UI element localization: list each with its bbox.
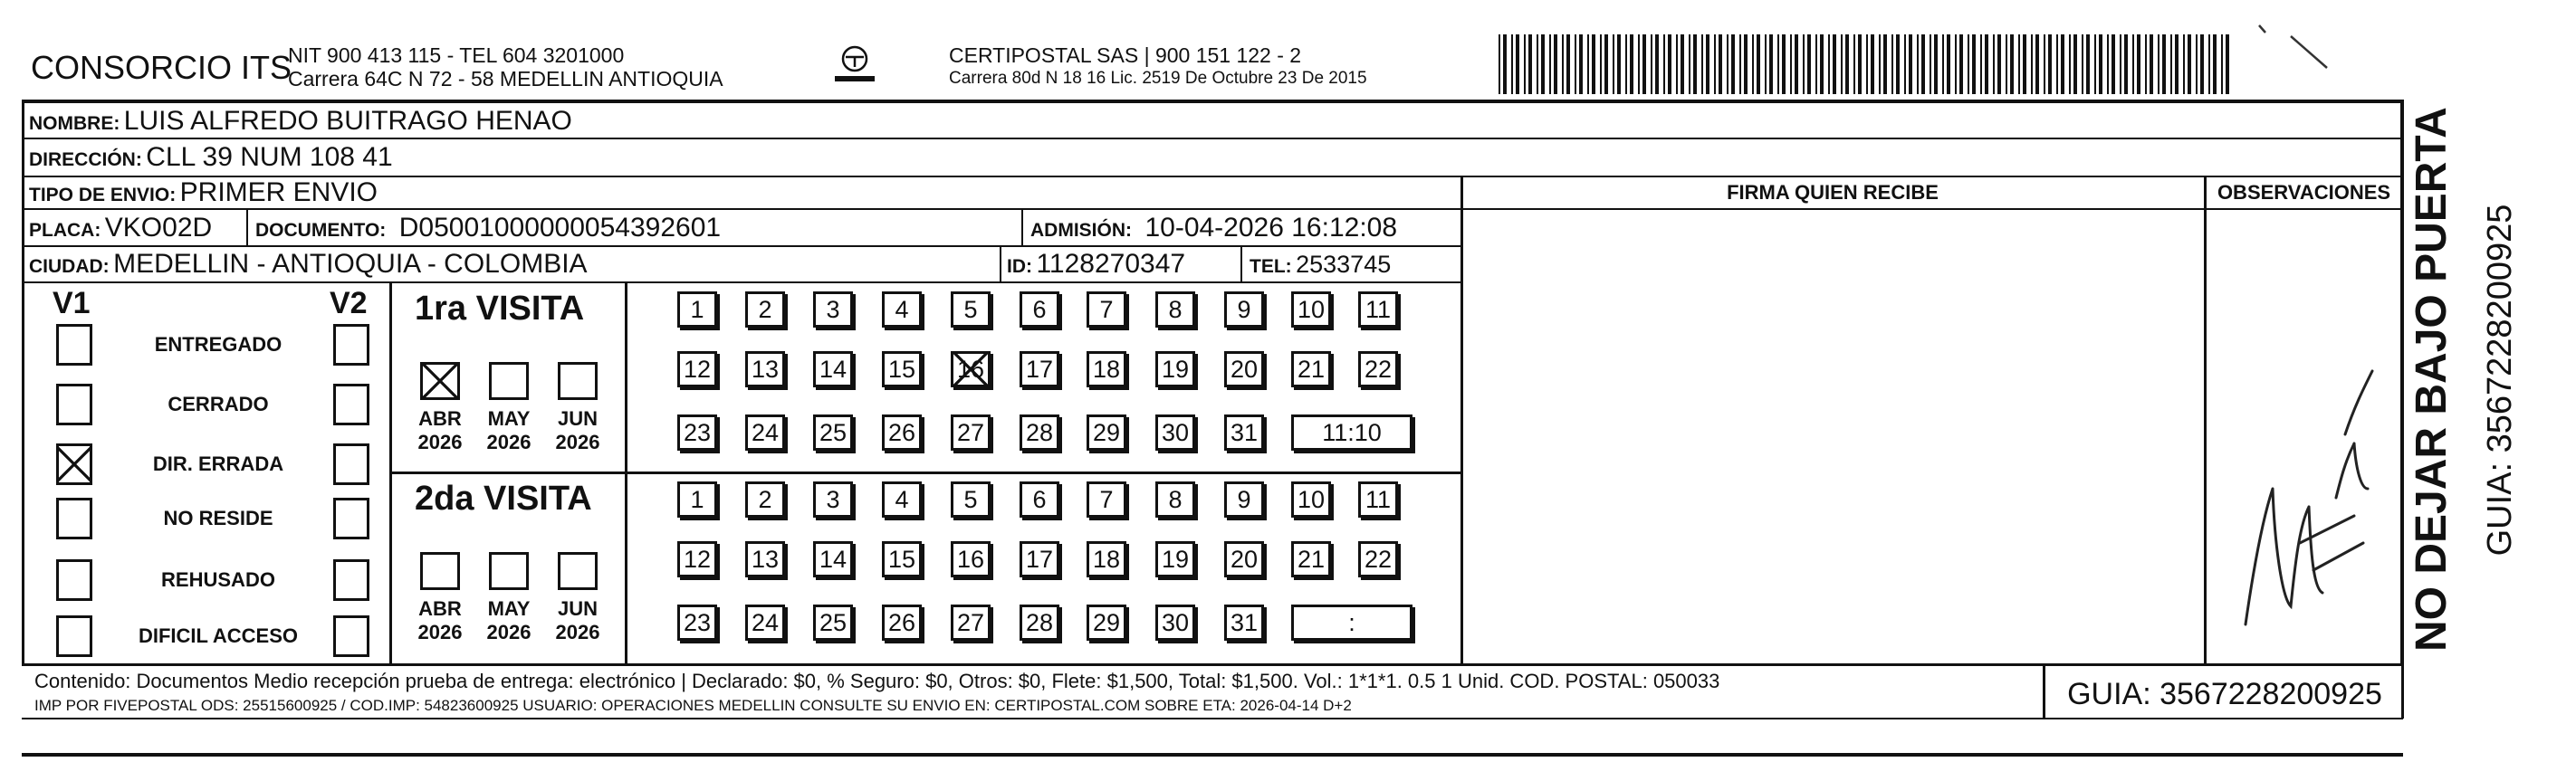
barcode-bar: [1524, 34, 1526, 94]
day-box[interactable]: 12: [677, 351, 717, 387]
day-box[interactable]: 28: [1020, 605, 1059, 641]
day-box[interactable]: 5: [951, 481, 991, 518]
day-box[interactable]: 31: [1224, 605, 1264, 641]
day-box[interactable]: 11: [1358, 291, 1398, 328]
day-box[interactable]: 23: [677, 605, 717, 641]
col-line: [1000, 246, 1001, 281]
barcode-bar: [1803, 34, 1805, 94]
month-label: [408, 407, 472, 454]
barcode-bar: [1891, 34, 1893, 94]
row-line: [1461, 208, 2403, 210]
barcode-bar: [1828, 34, 1830, 94]
status-reason: NO RESIDE: [163, 507, 273, 529]
status-reason: DIFICIL ACCESO: [138, 624, 298, 647]
row-line: [22, 281, 1461, 283]
barcode-bar: [1871, 34, 1874, 94]
day-box[interactable]: 17: [1020, 351, 1059, 387]
row-line: [22, 245, 1461, 247]
month-label: [546, 407, 609, 454]
day-box[interactable]: 30: [1155, 605, 1195, 641]
barcode-bar: [1681, 34, 1684, 94]
v2-checkbox[interactable]: [333, 443, 369, 485]
month-year: 2026: [486, 621, 531, 643]
day-box[interactable]: 18: [1087, 351, 1126, 387]
day-box[interactable]: 6: [1020, 481, 1059, 518]
barcode-bar: [1795, 34, 1798, 94]
barcode-bar: [1997, 34, 2001, 94]
day-box[interactable]: 4: [882, 481, 922, 518]
month-name: MAY: [487, 407, 531, 430]
barcode-bar: [1909, 34, 1912, 94]
month-year: 2026: [486, 431, 531, 453]
barcode-bar: [1689, 34, 1690, 94]
barcode-bar: [1630, 34, 1633, 94]
footer-line2: IMP POR FIVEPOSTAL ODS: 25515600925 / COD.IMP: 54823600925 USUARIO: OPERACIONES MEDELLIN CONSULTE SU ENVIO EN: CERTIPOSTAL.COM SOBRE ETA: 2026-04-14 D+2: [34, 697, 1352, 714]
barcode-bar: [1668, 34, 1671, 94]
day-box[interactable]: 10: [1291, 481, 1331, 518]
barcode-bar: [2069, 34, 2071, 94]
col-line: [246, 209, 248, 245]
day-box[interactable]: 26: [882, 414, 922, 451]
day-box[interactable]: 16: [951, 351, 991, 387]
status-reason: ENTREGADO: [154, 333, 282, 356]
barcode-bar: [1511, 34, 1513, 94]
barcode-bar: [1790, 34, 1792, 94]
barcode-bar: [1744, 34, 1748, 94]
tel-row: [1250, 251, 1391, 279]
v1-checkbox[interactable]: [56, 498, 92, 539]
nombre-row: [29, 106, 572, 137]
documento-label: DOCUMENTO:: [255, 220, 387, 241]
barcode-bar: [1579, 34, 1583, 94]
day-box[interactable]: 30: [1155, 414, 1195, 451]
month-name: ABR: [418, 407, 462, 430]
visit-separator: [389, 471, 1461, 474]
operator-line1: CERTIPOSTAL SAS | 900 151 122 - 2: [949, 43, 1302, 67]
day-box[interactable]: 27: [951, 605, 991, 641]
row-line: [22, 176, 2403, 177]
day-box[interactable]: 21: [1291, 351, 1331, 387]
guia-side: GUIA: 3567228200925: [2481, 204, 2519, 557]
tipo-value: PRIMER ENVIO: [179, 177, 378, 207]
operator-line2: Carrera 80d N 18 16 Lic. 2519 De Octubre 23 De 2015: [949, 69, 1367, 88]
barcode-bar: [1942, 34, 1944, 94]
day-box[interactable]: 26: [882, 605, 922, 641]
barcode-bar: [1701, 34, 1703, 94]
barcode-bar: [1955, 34, 1957, 94]
id-row: [1007, 249, 1185, 280]
barcode-bar: [1739, 34, 1741, 94]
second-visit-title: 2da VISITA: [415, 480, 592, 518]
day-box[interactable]: 19: [1155, 541, 1195, 577]
day-box[interactable]: 25: [813, 414, 853, 451]
day-box[interactable]: 18: [1087, 541, 1126, 577]
firma-header: FIRMA QUIEN RECIBE: [1727, 181, 1939, 204]
barcode-bar: [1757, 34, 1760, 94]
barcode-bar: [2044, 34, 2045, 94]
day-box[interactable]: 1: [677, 481, 717, 518]
barcode-bar: [2031, 34, 2033, 94]
day-box[interactable]: 8: [1155, 291, 1195, 328]
barcode-bar: [1706, 34, 1709, 94]
day-box[interactable]: 25: [813, 605, 853, 641]
time-box[interactable]: :: [1291, 605, 1412, 641]
col-line: [2043, 664, 2045, 718]
v1-label: V1: [53, 286, 91, 320]
barcode-bar: [1934, 34, 1938, 94]
day-box[interactable]: 15: [882, 541, 922, 577]
col-line: [1240, 246, 1242, 281]
month-checkbox[interactable]: [558, 362, 598, 400]
barcode-bar: [2107, 34, 2109, 94]
separator: [22, 100, 2403, 103]
barcode-bar: [1845, 34, 1849, 94]
month-year: 2026: [555, 621, 600, 643]
barcode-bar: [1820, 34, 1824, 94]
day-box[interactable]: 12: [677, 541, 717, 577]
barcode-bar: [1815, 34, 1817, 94]
month-name: ABR: [418, 597, 462, 620]
day-box[interactable]: 21: [1291, 541, 1331, 577]
barcode-bar: [1676, 34, 1678, 94]
barcode-bar: [1921, 34, 1925, 94]
barcode-bar: [1896, 34, 1900, 94]
barcode-bar: [2082, 34, 2083, 94]
day-box[interactable]: 7: [1087, 291, 1126, 328]
company-line1: NIT 900 413 115 - TEL 604 3201000: [288, 43, 625, 67]
day-box[interactable]: 5: [951, 291, 991, 328]
barcode-bar: [1879, 34, 1881, 94]
month-checkbox[interactable]: [489, 362, 529, 400]
placa-row: [29, 213, 212, 243]
barcode-bar: [1807, 34, 1811, 94]
barcode-bar: [1883, 34, 1887, 94]
barcode-bar: [1917, 34, 1919, 94]
first-visit-title: 1ra VISITA: [415, 290, 585, 328]
barcode-bar: [1769, 34, 1773, 94]
day-box[interactable]: 16: [951, 541, 991, 577]
status-reason: REHUSADO: [161, 568, 275, 591]
day-box[interactable]: 24: [745, 605, 785, 641]
month-year: 2026: [417, 621, 463, 643]
status-reason: CERRADO: [168, 393, 269, 415]
day-box[interactable]: 4: [882, 291, 922, 328]
tipo-row: [29, 177, 378, 208]
barcode-bar: [1642, 34, 1646, 94]
day-box[interactable]: 24: [745, 414, 785, 451]
barcode-bar: [1765, 34, 1767, 94]
barcode-bar: [2056, 34, 2058, 94]
barcode-bar: [1617, 34, 1621, 94]
month-checkbox[interactable]: [489, 552, 529, 590]
col-line: [2401, 100, 2404, 719]
barcode-bar: [1858, 34, 1862, 94]
barcode-bar: [1841, 34, 1843, 94]
barcode: [1499, 34, 2232, 94]
barcode-bar: [2112, 34, 2115, 94]
row-line: [22, 138, 2403, 139]
day-box[interactable]: 17: [1020, 541, 1059, 577]
direccion-value: CLL 39 NUM 108 41: [146, 142, 393, 172]
barcode-bar: [2018, 34, 2020, 94]
barcode-bar: [1537, 34, 1538, 94]
v2-checkbox[interactable]: [333, 384, 369, 425]
col-line: [2204, 176, 2207, 664]
v1-checkbox[interactable]: [56, 559, 92, 601]
barcode-bar: [2221, 34, 2223, 94]
barcode-bar: [1904, 34, 1906, 94]
day-box[interactable]: 20: [1224, 541, 1264, 577]
day-box[interactable]: 31: [1224, 414, 1264, 451]
month-checkbox[interactable]: [420, 552, 460, 590]
observaciones-header: OBSERVACIONES: [2217, 181, 2391, 204]
barcode-bar: [1499, 34, 1500, 94]
v2-checkbox[interactable]: [333, 559, 369, 601]
v2-label: V2: [330, 286, 368, 320]
barcode-bar: [2175, 34, 2179, 94]
barcode-bar: [1968, 34, 1969, 94]
barcode-bar: [1655, 34, 1659, 94]
id-label: ID:: [1007, 256, 1032, 277]
guia-box: GUIA: 3567228200925: [2067, 677, 2382, 711]
barcode-bar: [2162, 34, 2166, 94]
barcode-bar: [2208, 34, 2210, 94]
footer-line1: Contenido: Documentos Medio recepción prueba de entrega: electrónico | Declarado: $0, % Seguro: $0, Otros: $0, Flete: $1,500, Total: $1,500. Vol.: 1*1*1. 0.5 1 Unid. COD. POSTAL: 050033: [34, 670, 1720, 692]
documento-value: D05001000000054392601: [398, 213, 722, 243]
day-box[interactable]: 2: [745, 481, 785, 518]
month-year: 2026: [555, 431, 600, 453]
day-box[interactable]: 22: [1358, 351, 1398, 387]
v1-checkbox[interactable]: [56, 615, 92, 657]
direccion-row: [29, 142, 393, 173]
barcode-bar: [1554, 34, 1557, 94]
barcode-bar: [1985, 34, 1988, 94]
barcode-bar: [1719, 34, 1722, 94]
barcode-bar: [1613, 34, 1614, 94]
day-box[interactable]: 22: [1358, 541, 1398, 577]
company-line2: Carrera 64C N 72 - 58 MEDELLIN ANTIOQUIA: [288, 67, 723, 90]
day-box[interactable]: 29: [1087, 414, 1126, 451]
col-line: [1021, 209, 1023, 245]
v1-checkbox[interactable]: [56, 443, 92, 485]
no-dejar-side: NO DEJAR BAJO PUERTA: [2408, 107, 2456, 652]
month-label: [477, 597, 541, 644]
v1-checkbox[interactable]: [56, 384, 92, 425]
barcode-bar: [2137, 34, 2140, 94]
bottom-rule: [22, 753, 2403, 757]
day-box[interactable]: 20: [1224, 351, 1264, 387]
recipient-signature: [2209, 335, 2390, 643]
ciudad-value: MEDELLIN - ANTIOQUIA - COLOMBIA: [113, 249, 588, 279]
barcode-bar: [2183, 34, 2185, 94]
barcode-bar: [1592, 34, 1595, 94]
barcode-bar: [1980, 34, 1982, 94]
barcode-bar: [2073, 34, 2077, 94]
barcode-bar: [1663, 34, 1665, 94]
status-reason: DIR. ERRADA: [152, 452, 284, 475]
admision-value: 10-04-2026 16:12:08: [1144, 213, 1398, 243]
barcode-bar: [2010, 34, 2014, 94]
month-checkbox[interactable]: [558, 552, 598, 590]
barcode-bar: [1727, 34, 1729, 94]
pen-mark: [2255, 18, 2336, 72]
barcode-bar: [1562, 34, 1564, 94]
barcode-bar: [1638, 34, 1640, 94]
barcode-bar: [1566, 34, 1570, 94]
col-line: [1460, 176, 1463, 664]
row-line: [22, 718, 2403, 719]
barcode-bar: [1549, 34, 1551, 94]
barcode-bar: [1528, 34, 1532, 94]
day-box[interactable]: 14: [813, 541, 853, 577]
v2-checkbox[interactable]: [333, 498, 369, 539]
barcode-bar: [1993, 34, 1995, 94]
day-box[interactable]: 23: [677, 414, 717, 451]
direccion-label: DIRECCIÓN:: [29, 149, 142, 170]
barcode-bar: [1833, 34, 1836, 94]
barcode-bar: [2226, 34, 2229, 94]
barcode-bar: [2150, 34, 2153, 94]
month-label: [546, 597, 609, 644]
barcode-bar: [2048, 34, 2052, 94]
barcode-bar: [1503, 34, 1507, 94]
barcode-bar: [2200, 34, 2204, 94]
month-name: JUN: [557, 597, 598, 620]
barcode-bar: [1959, 34, 1963, 94]
barcode-bar: [1752, 34, 1754, 94]
barcode-bar: [1604, 34, 1608, 94]
admision-label: ADMISIÓN:: [1030, 220, 1132, 241]
certipostal-logo: [831, 42, 878, 89]
barcode-bar: [2132, 34, 2134, 94]
day-box[interactable]: 3: [813, 291, 853, 328]
barcode-bar: [1587, 34, 1589, 94]
placa-label: PLACA:: [29, 220, 101, 241]
month-name: JUN: [557, 407, 598, 430]
barcode-bar: [2188, 34, 2191, 94]
tipo-label: TIPO DE ENVIO:: [29, 185, 177, 205]
barcode-bar: [2196, 34, 2198, 94]
tel-value: 2533745: [1296, 251, 1392, 278]
day-box[interactable]: 13: [745, 351, 785, 387]
month-label: [408, 597, 472, 644]
barcode-bar: [2213, 34, 2217, 94]
barcode-bar: [1714, 34, 1716, 94]
documento-row: [255, 213, 721, 243]
barcode-bar: [1651, 34, 1652, 94]
barcode-bar: [2006, 34, 2007, 94]
day-box[interactable]: 14: [813, 351, 853, 387]
barcode-bar: [1930, 34, 1931, 94]
barcode-bar: [2094, 34, 2096, 94]
day-box[interactable]: 2: [745, 291, 785, 328]
barcode-bar: [2170, 34, 2172, 94]
barcode-bar: [1625, 34, 1627, 94]
day-box[interactable]: 9: [1224, 481, 1264, 518]
nombre-label: NOMBRE:: [29, 113, 120, 134]
day-box[interactable]: 29: [1087, 605, 1126, 641]
day-box[interactable]: 3: [813, 481, 853, 518]
day-box[interactable]: 19: [1155, 351, 1195, 387]
month-label: [477, 407, 541, 454]
day-box[interactable]: 11: [1358, 481, 1398, 518]
month-checkbox[interactable]: [420, 362, 460, 400]
barcode-bar: [1541, 34, 1545, 94]
day-box[interactable]: 6: [1020, 291, 1059, 328]
barcode-bar: [1853, 34, 1855, 94]
tel-label: TEL:: [1250, 256, 1292, 277]
barcode-bar: [2145, 34, 2147, 94]
barcode-bar: [2061, 34, 2064, 94]
day-box[interactable]: 7: [1087, 481, 1126, 518]
day-box[interactable]: 28: [1020, 414, 1059, 451]
company-name: CONSORCIO ITS: [31, 49, 292, 86]
barcode-bar: [1693, 34, 1697, 94]
barcode-bar: [1866, 34, 1868, 94]
time-box[interactable]: 11:10: [1291, 414, 1412, 451]
v2-checkbox[interactable]: [333, 615, 369, 657]
barcode-bar: [1777, 34, 1779, 94]
barcode-bar: [2023, 34, 2026, 94]
day-box[interactable]: 8: [1155, 481, 1195, 518]
v2-checkbox[interactable]: [333, 324, 369, 366]
admision-row: [1030, 213, 1397, 243]
day-box[interactable]: 13: [745, 541, 785, 577]
barcode-bar: [1782, 34, 1786, 94]
barcode-bar: [2124, 34, 2128, 94]
barcode-bar: [1972, 34, 1976, 94]
barcode-bar: [1575, 34, 1576, 94]
month-name: MAY: [487, 597, 531, 620]
barcode-bar: [2120, 34, 2121, 94]
nombre-value: LUIS ALFREDO BUITRAGO HENAO: [123, 106, 572, 136]
ciudad-row: [29, 249, 588, 280]
barcode-bar: [1731, 34, 1735, 94]
day-box[interactable]: 9: [1224, 291, 1264, 328]
barcode-bar: [1600, 34, 1602, 94]
day-box[interactable]: 1: [677, 291, 717, 328]
barcode-bar: [2035, 34, 2039, 94]
barcode-bar: [2158, 34, 2159, 94]
placa-value: VKO02D: [104, 213, 213, 243]
day-box[interactable]: 27: [951, 414, 991, 451]
month-year: 2026: [417, 431, 463, 453]
day-box[interactable]: 15: [882, 351, 922, 387]
day-box[interactable]: 10: [1291, 291, 1331, 328]
barcode-bar: [2099, 34, 2102, 94]
barcode-bar: [1947, 34, 1950, 94]
ciudad-label: CIUDAD:: [29, 256, 110, 277]
barcode-bar: [2086, 34, 2090, 94]
row-line: [22, 664, 2403, 666]
id-value: 1128270347: [1036, 249, 1186, 279]
barcode-bar: [1516, 34, 1519, 94]
v1-checkbox[interactable]: [56, 324, 92, 366]
